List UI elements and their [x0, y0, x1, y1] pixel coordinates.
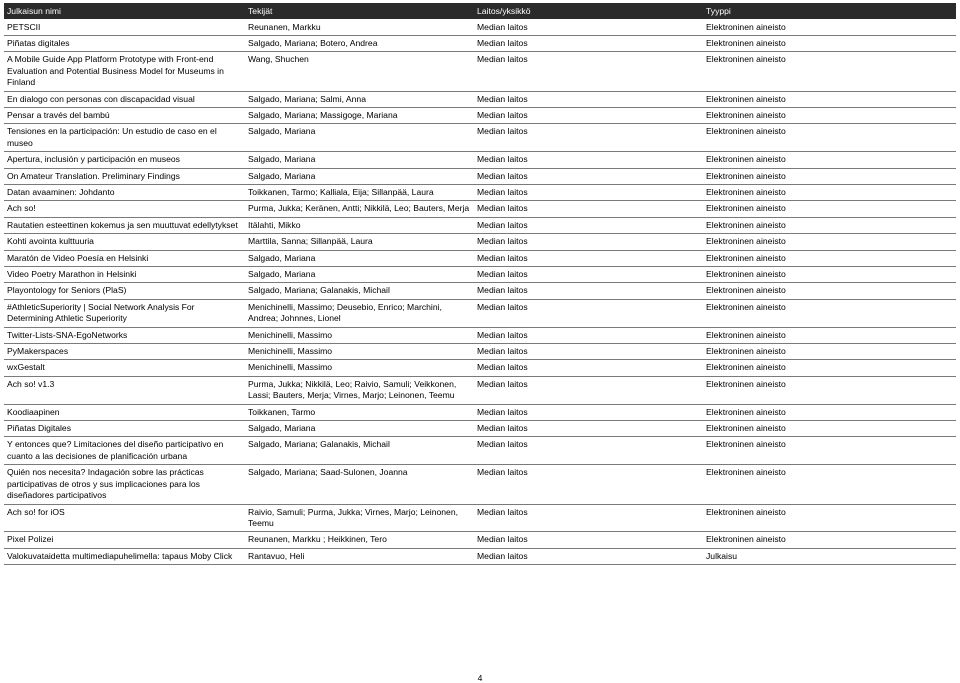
table-row: [4, 421, 956, 437]
table-row: [4, 404, 956, 420]
cell-type: Elektroninen aineisto: [703, 217, 956, 233]
cell-type: Elektroninen aineisto: [703, 504, 956, 532]
table-row: [4, 360, 956, 376]
cell-type: Elektroninen aineisto: [703, 421, 956, 437]
table-row: [4, 234, 956, 250]
table-row: [4, 548, 956, 564]
cell-unit: Median laitos: [474, 217, 703, 233]
cell-unit: Median laitos: [474, 184, 703, 200]
table-row: [4, 504, 956, 532]
table-row: [4, 344, 956, 360]
cell-authors: Salgado, Mariana: [245, 250, 474, 266]
cell-title: #AthleticSuperiority | Social Network Analysis For Determining Athletic Superiority: [4, 299, 245, 327]
cell-title: Kohti avointa kulttuuria: [4, 234, 245, 250]
cell-authors: Purma, Jukka; Nikkilä, Leo; Raivio, Samuli; Veikkonen, Lassi; Bauters, Merja; Virnes, Marjo; Leinonen, Teemu: [245, 376, 474, 404]
cell-unit: Median laitos: [474, 532, 703, 548]
cell-authors: Salgado, Mariana; Saad-Sulonen, Joanna: [245, 465, 474, 504]
cell-unit: Median laitos: [474, 250, 703, 266]
column-header-authors: Tekijät: [245, 3, 474, 19]
table-row: [4, 465, 956, 504]
cell-unit: Median laitos: [474, 152, 703, 168]
cell-unit: Median laitos: [474, 107, 703, 123]
table-row: [4, 107, 956, 123]
page-number: 4: [477, 673, 483, 683]
cell-authors: Reunanen, Markku: [245, 19, 474, 36]
table-row: [4, 91, 956, 107]
table-row: [4, 217, 956, 233]
cell-authors: Raivio, Samuli; Purma, Jukka; Virnes, Marjo; Leinonen, Teemu: [245, 504, 474, 532]
cell-authors: Salgado, Mariana: [245, 124, 474, 152]
cell-type: Elektroninen aineisto: [703, 124, 956, 152]
cell-unit: Median laitos: [474, 421, 703, 437]
table-row: [4, 376, 956, 404]
cell-authors: Purma, Jukka; Keränen, Antti; Nikkilä, Leo; Bauters, Merja: [245, 201, 474, 217]
cell-authors: Itälahti, Mikko: [245, 217, 474, 233]
cell-title: Piñatas Digitales: [4, 421, 245, 437]
cell-title: Tensiones en la participación: Un estudio de caso en el museo: [4, 124, 245, 152]
table-row: [4, 437, 956, 465]
cell-unit: Median laitos: [474, 327, 703, 343]
cell-authors: Salgado, Mariana; Salmi, Anna: [245, 91, 474, 107]
table-row: [4, 152, 956, 168]
table-row: [4, 184, 956, 200]
cell-title: Twitter-Lists-SNA-EgoNetworks: [4, 327, 245, 343]
cell-title: wxGestalt: [4, 360, 245, 376]
cell-type: Elektroninen aineisto: [703, 250, 956, 266]
cell-unit: Median laitos: [474, 504, 703, 532]
cell-unit: Median laitos: [474, 19, 703, 36]
cell-title: PyMakerspaces: [4, 344, 245, 360]
table-row: [4, 532, 956, 548]
cell-type: Elektroninen aineisto: [703, 404, 956, 420]
cell-authors: Toikkanen, Tarmo; Kalliala, Eija; Sillanpää, Laura: [245, 184, 474, 200]
cell-type: Elektroninen aineisto: [703, 344, 956, 360]
cell-unit: Median laitos: [474, 344, 703, 360]
cell-unit: Median laitos: [474, 283, 703, 299]
cell-unit: Median laitos: [474, 437, 703, 465]
cell-type: Elektroninen aineisto: [703, 437, 956, 465]
cell-type: Elektroninen aineisto: [703, 465, 956, 504]
header-row: [4, 3, 956, 19]
cell-authors: Marttila, Sanna; Sillanpää, Laura: [245, 234, 474, 250]
cell-type: Julkaisu: [703, 548, 956, 564]
cell-authors: Menichinelli, Massimo: [245, 360, 474, 376]
cell-type: Elektroninen aineisto: [703, 267, 956, 283]
cell-unit: Median laitos: [474, 124, 703, 152]
table-row: [4, 250, 956, 266]
cell-type: Elektroninen aineisto: [703, 52, 956, 91]
cell-type: Elektroninen aineisto: [703, 184, 956, 200]
cell-authors: Salgado, Mariana; Galanakis, Michail: [245, 437, 474, 465]
cell-title: Y entonces que? Limitaciones del diseño participativo en cuanto a las decisiones de planificación urbana: [4, 437, 245, 465]
cell-unit: Median laitos: [474, 91, 703, 107]
cell-unit: Median laitos: [474, 465, 703, 504]
cell-unit: Median laitos: [474, 360, 703, 376]
cell-authors: Salgado, Mariana: [245, 152, 474, 168]
cell-unit: Median laitos: [474, 548, 703, 564]
cell-title: Koodiaapinen: [4, 404, 245, 420]
cell-title: Ach so! for iOS: [4, 504, 245, 532]
cell-authors: Salgado, Mariana: [245, 267, 474, 283]
table-row: [4, 19, 956, 36]
cell-unit: Median laitos: [474, 52, 703, 91]
cell-unit: Median laitos: [474, 168, 703, 184]
cell-title: Datan avaaminen: Johdanto: [4, 184, 245, 200]
table-header: [4, 3, 956, 19]
cell-unit: Median laitos: [474, 404, 703, 420]
cell-authors: Salgado, Mariana; Galanakis, Michail: [245, 283, 474, 299]
cell-title: Ach so!: [4, 201, 245, 217]
table-body: [4, 19, 956, 565]
cell-authors: Menichinelli, Massimo: [245, 344, 474, 360]
cell-type: Elektroninen aineisto: [703, 532, 956, 548]
cell-type: Elektroninen aineisto: [703, 283, 956, 299]
cell-unit: Median laitos: [474, 35, 703, 51]
table-row: [4, 168, 956, 184]
cell-type: Elektroninen aineisto: [703, 376, 956, 404]
cell-type: Elektroninen aineisto: [703, 35, 956, 51]
column-header-type: Tyyppi: [703, 3, 956, 19]
cell-authors: Menichinelli, Massimo; Deusebio, Enrico; Marchini, Andrea; Johnnes, Lionel: [245, 299, 474, 327]
table-row: [4, 283, 956, 299]
cell-title: Apertura, inclusión y participación en museos: [4, 152, 245, 168]
cell-unit: Median laitos: [474, 201, 703, 217]
cell-authors: Toikkanen, Tarmo: [245, 404, 474, 420]
cell-unit: Median laitos: [474, 234, 703, 250]
cell-type: Elektroninen aineisto: [703, 299, 956, 327]
cell-title: A Mobile Guide App Platform Prototype with Front-end Evaluation and Potential Business Model for Museums in Finland: [4, 52, 245, 91]
cell-authors: Rantavuo, Heli: [245, 548, 474, 564]
cell-unit: Median laitos: [474, 376, 703, 404]
table-row: [4, 124, 956, 152]
cell-type: Elektroninen aineisto: [703, 234, 956, 250]
publications-table: [4, 3, 956, 565]
cell-title: Playontology for Seniors (PlaS): [4, 283, 245, 299]
cell-title: PETSCII: [4, 19, 245, 36]
cell-title: Piñatas digitales: [4, 35, 245, 51]
cell-type: Elektroninen aineisto: [703, 152, 956, 168]
table-row: [4, 267, 956, 283]
cell-title: Maratón de Video Poesía en Helsinki: [4, 250, 245, 266]
cell-authors: Menichinelli, Massimo: [245, 327, 474, 343]
column-header-title: Julkaisun nimi: [4, 3, 245, 19]
cell-unit: Median laitos: [474, 267, 703, 283]
cell-authors: Salgado, Mariana; Massigoge, Mariana: [245, 107, 474, 123]
cell-type: Elektroninen aineisto: [703, 168, 956, 184]
table-row: [4, 201, 956, 217]
cell-unit: Median laitos: [474, 299, 703, 327]
cell-title: Pensar a través del bambú: [4, 107, 245, 123]
cell-title: Pixel Polizei: [4, 532, 245, 548]
column-header-unit: Laitos/yksikkö: [474, 3, 703, 19]
table-row: [4, 299, 956, 327]
cell-authors: Wang, Shuchen: [245, 52, 474, 91]
cell-type: Elektroninen aineisto: [703, 91, 956, 107]
cell-type: Elektroninen aineisto: [703, 201, 956, 217]
cell-title: En dialogo con personas con discapacidad visual: [4, 91, 245, 107]
cell-authors: Reunanen, Markku ; Heikkinen, Tero: [245, 532, 474, 548]
cell-type: Elektroninen aineisto: [703, 360, 956, 376]
cell-title: Ach so! v1.3: [4, 376, 245, 404]
cell-type: Elektroninen aineisto: [703, 327, 956, 343]
table-row: [4, 327, 956, 343]
cell-type: Elektroninen aineisto: [703, 19, 956, 36]
cell-title: Quién nos necesita? Indagación sobre las prácticas participativas de otros y sus implicaciones para los diseñadores participativos: [4, 465, 245, 504]
cell-authors: Salgado, Mariana: [245, 168, 474, 184]
cell-title: On Amateur Translation. Preliminary Findings: [4, 168, 245, 184]
cell-title: Video Poetry Marathon in Helsinki: [4, 267, 245, 283]
cell-authors: Salgado, Mariana; Botero, Andrea: [245, 35, 474, 51]
cell-title: Valokuvataidetta multimediapuhelimella: tapaus Moby Click: [4, 548, 245, 564]
table-row: [4, 35, 956, 51]
table-row: [4, 52, 956, 91]
cell-title: Rautatien esteettinen kokemus ja sen muuttuvat edellytykset: [4, 217, 245, 233]
cell-type: Elektroninen aineisto: [703, 107, 956, 123]
cell-authors: Salgado, Mariana: [245, 421, 474, 437]
